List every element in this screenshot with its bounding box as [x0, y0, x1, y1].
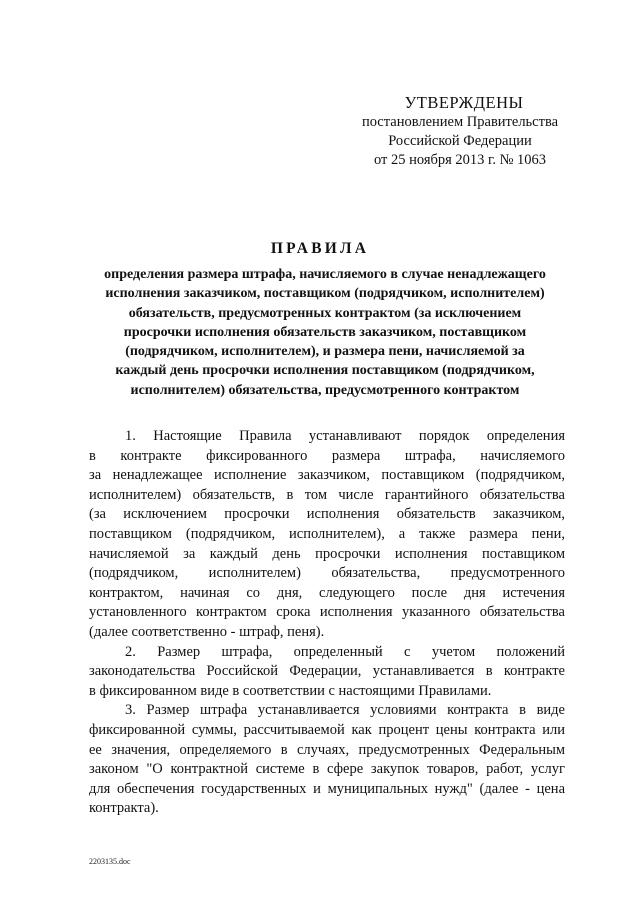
paragraph-line: исполнителем) обязательств, в том числе гарантийного обязательства	[89, 486, 565, 503]
approval-line-2: Российской Федерации	[388, 133, 532, 149]
approved-title: УТВЕРЖДЕНЫ	[404, 93, 524, 112]
subtitle-line: исполнителем) обязательства, предусмотренного контрактом	[130, 382, 520, 398]
paragraph-2	[89, 643, 565, 702]
document-file-code: 2203135.doc	[89, 857, 131, 866]
paragraph-line: (за исключением просрочки исполнения обязательств заказчиком,	[89, 506, 565, 523]
subtitle-line: каждый день просрочки исполнения поставщиком (подрядчиком,	[115, 363, 535, 379]
approval-line-1: постановлением Правительства	[361, 114, 559, 130]
paragraph-line: законом "О контрактной системе в сфере закупок товаров, работ, услуг	[89, 761, 565, 778]
document-subtitle	[70, 265, 580, 400]
paragraph-line: для обеспечения государственных и муниципальных нужд" (далее - цена	[89, 780, 565, 797]
paragraph-line: за ненадлежащее исполнение заказчиком, поставщиком (подрядчиком,	[89, 467, 565, 484]
paragraph-line: установленного контрактом срока исполнения указанного обязательства	[89, 604, 565, 621]
paragraph-line: в фиксированном виде в соответствии с настоящими Правилами.	[89, 682, 492, 699]
approval-block	[340, 93, 580, 170]
paragraph-line: в контракте фиксированного размера штрафа, начисляемого	[89, 447, 565, 464]
subtitle-line: определения размера штрафа, начисляемого в случае ненадлежащего	[104, 267, 546, 282]
paragraph-1	[89, 427, 565, 643]
paragraph-line: 2. Размер штрафа, определенный с учетом положений	[125, 643, 565, 660]
paragraph-3	[89, 701, 565, 819]
paragraph-line: законодательства Российской Федерации, устанавливается в контракте	[89, 663, 565, 680]
document-body	[89, 427, 565, 819]
document-heading: ПРАВИЛА	[270, 240, 370, 257]
paragraph-line: поставщиком (подрядчиком, исполнителем), а также размера пени,	[89, 525, 565, 542]
paragraph-line: 3. Размер штрафа устанавливается условиями контракта в виде	[125, 702, 565, 719]
paragraph-line: контракта).	[89, 800, 159, 817]
subtitle-line: обязательств, предусмотренных контрактом (за исключением	[128, 305, 522, 321]
paragraph-line: (далее соответственно - штраф, пеня).	[89, 623, 325, 640]
subtitle-line: просрочки исполнения обязательств заказчиком, поставщиком	[123, 324, 527, 340]
paragraph-line: ее значения, определяемого в случаях, предусмотренных Федеральным	[89, 741, 565, 758]
paragraph-line: контрактом, начиная со дня, следующего после дня истечения	[89, 584, 565, 601]
subtitle-line: исполнения заказчиком, поставщиком (подрядчиком, исполнителем)	[105, 286, 545, 302]
paragraph-line: 1. Настоящие Правила устанавливают порядок определения	[125, 428, 565, 444]
approval-line-3: от 25 ноября 2013 г. № 1063	[373, 152, 547, 168]
paragraph-line: начисляемой за каждый день просрочки исполнения поставщиком	[89, 545, 565, 562]
paragraph-line: (подрядчиком, исполнителем) обязательства, предусмотренного	[89, 565, 565, 582]
subtitle-line: (подрядчиком, исполнителем), и размера пени, начисляемой за	[125, 344, 525, 360]
paragraph-line: фиксированной суммы, рассчитываемой как процент цены контракта или	[89, 721, 565, 738]
